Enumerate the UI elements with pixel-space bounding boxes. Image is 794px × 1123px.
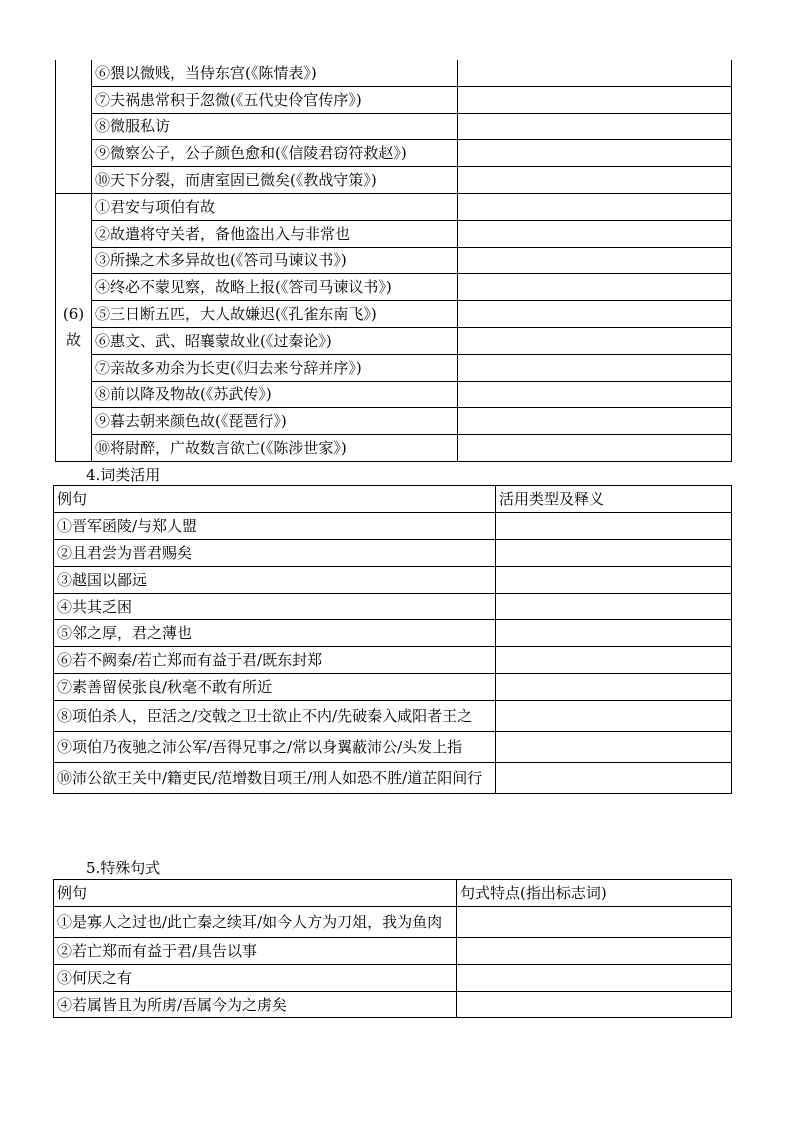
table-row [54,620,732,647]
answer-cell[interactable] [458,327,732,354]
answer-cell[interactable] [458,354,732,381]
answer-cell[interactable] [496,762,732,793]
table-row [54,512,732,539]
example-cell: ⑨项伯乃夜驰之沛公军/吾得兄事之/常以身翼蔽沛公/头发上指 [54,732,496,763]
example-cell: ⑥若不阙秦/若亡郑而有益于君/既东封郑 [54,647,496,674]
table-row [54,539,732,566]
group-label-cell-blank [56,60,92,193]
answer-cell[interactable] [458,274,732,301]
group-label-char: 故 [65,331,81,350]
example-cell: ②若亡郑而有益于君/具告以事 [54,937,457,964]
header-answer: 活用类型及释义 [496,486,732,513]
answer-cell[interactable] [457,906,732,937]
table-row [56,220,732,247]
table-row [54,732,732,763]
answer-cell[interactable] [496,566,732,593]
table-row [56,274,732,301]
example-cell: ⑦夫祸患常积于忽微(《五代史伶官传序》) [92,86,458,113]
example-cell: ①晋军函陵/与郑人盟 [54,512,496,539]
example-cell: ⑩沛公欲王关中/籍吏民/范增数目项王/刑人如恐不胜/道芷阳间行 [54,762,496,793]
example-cell: ⑧前以降及物故(《苏武传》) [92,381,458,408]
table-row [54,566,732,593]
answer-cell[interactable] [496,593,732,620]
answer-cell[interactable] [458,220,732,247]
example-cell: ⑤三日断五匹，大人故嫌迟(《孔雀东南飞》) [92,301,458,328]
answer-cell[interactable] [496,539,732,566]
answer-cell[interactable] [458,247,732,274]
table-row [56,86,732,113]
section-heading-4: 4.词类活用 [86,466,161,484]
answer-cell[interactable] [458,301,732,328]
example-cell: ⑩将尉醉，广故数言欲亡(《陈涉世家》) [92,435,458,462]
table-row [54,906,732,937]
answer-cell[interactable] [496,732,732,763]
table-row [54,647,732,674]
example-cell: ③越国以鄙远 [54,566,496,593]
example-cell: ⑨暮去朝来颜色故(《琵琶行》) [92,408,458,435]
table-row [56,301,732,328]
answer-cell[interactable] [496,674,732,701]
special-sentence-table [53,879,732,1018]
table-header-row [54,880,732,907]
example-cell: ⑦亲故多劝余为长吏(《归去来兮辞并序》) [92,354,458,381]
table-row [54,991,732,1018]
table-header-row [54,486,732,513]
example-cell: ⑧微服私访 [92,113,458,140]
table-row [56,247,732,274]
example-cell: ④若属皆且为所虏/吾属今为之虏矣 [54,991,457,1018]
table-row [54,593,732,620]
example-cell: ⑥猥以微贱，当侍东宫(《陈情表》) [92,60,458,86]
example-cell: ⑨微察公子，公子颜色愈和(《信陵君窃符救赵》) [92,140,458,167]
example-cell: ③所操之术多异故也(《答司马谏议书》) [92,247,458,274]
table-row [56,113,732,140]
answer-cell[interactable] [458,408,732,435]
answer-cell[interactable] [457,991,732,1018]
answer-cell[interactable] [458,60,732,86]
table-row [56,408,732,435]
table-row [56,140,732,167]
answer-cell[interactable] [457,937,732,964]
example-cell: ④终必不蒙见察，故略上报(《答司马谏议书》) [92,274,458,301]
table-row [56,354,732,381]
example-cell: ⑤邻之厚，君之薄也 [54,620,496,647]
table-row [56,381,732,408]
answer-cell[interactable] [458,113,732,140]
table-row [56,327,732,354]
word-class-usage-table [53,485,732,794]
table-row [54,701,732,732]
answer-cell[interactable] [496,701,732,732]
answer-cell[interactable] [458,381,732,408]
group-label-number: (6) [62,305,85,324]
example-cell: ⑧项伯杀人，臣活之/交戟之卫士欲止不内/先破秦入咸阳者王之 [54,701,496,732]
header-example: 例句 [54,486,496,513]
example-cell: ⑥惠文、武、昭襄蒙故业(《过秦论》) [92,327,458,354]
example-cell: ①是寡人之过也/此亡秦之续耳/如今人方为刀俎，我为鱼肉 [54,906,457,937]
example-cell: ⑩天下分裂，而唐室固已微矣(《教战守策》) [92,167,458,194]
example-cell: ④共其乏困 [54,593,496,620]
word-meaning-table [55,60,732,462]
table-row [56,167,732,194]
header-answer: 句式特点(指出标志词) [457,880,732,907]
table-row [56,435,732,462]
example-cell: ③何厌之有 [54,964,457,991]
answer-cell[interactable] [496,512,732,539]
example-cell: ①君安与项伯有故 [92,193,458,220]
table-row [54,762,732,793]
answer-cell[interactable] [496,620,732,647]
section-heading-5: 5.特殊句式 [86,859,161,877]
example-cell: ②且君尝为晋君赐矣 [54,539,496,566]
table-row [54,964,732,991]
example-cell: ⑦素善留侯张良/秋毫不敢有所近 [54,674,496,701]
header-example: 例句 [54,880,457,907]
table-row [54,937,732,964]
table-row [56,60,732,86]
answer-cell[interactable] [457,964,732,991]
answer-cell[interactable] [458,86,732,113]
table-row [54,674,732,701]
answer-cell[interactable] [496,647,732,674]
answer-cell[interactable] [458,193,732,220]
answer-cell[interactable] [458,140,732,167]
group-label-gu [56,193,92,461]
answer-cell[interactable] [458,167,732,194]
table-row [56,193,732,220]
answer-cell[interactable] [458,435,732,462]
example-cell: ②故遣将守关者，备他盗出入与非常也 [92,220,458,247]
